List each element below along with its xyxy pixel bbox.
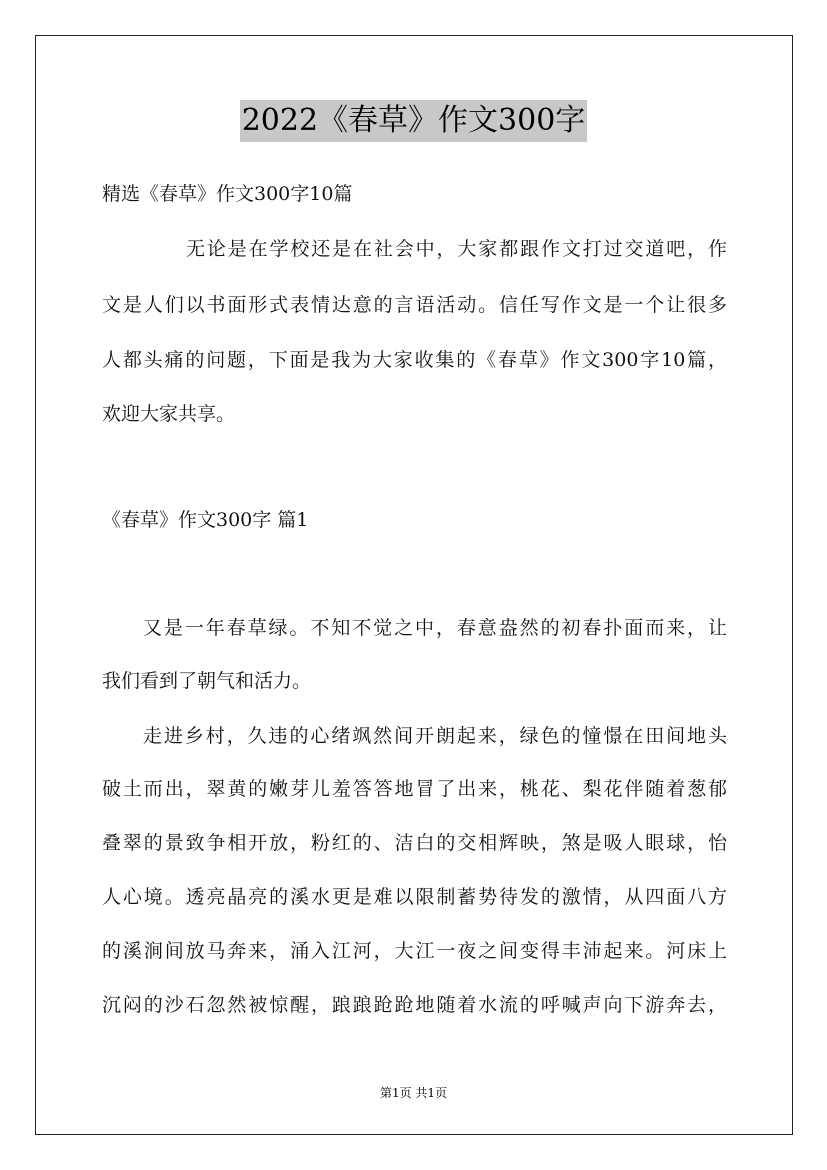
intro-line-4: 欢迎大家共享。	[102, 403, 236, 425]
para1-line-1: 又是一年春草绿。不知不觉之中，春意盎然的初春扑面而来，让	[143, 617, 727, 639]
para2-line-3: 叠翠的景致争相开放，粉红的、洁白的交相辉映，煞是吸人眼球，怡	[102, 832, 727, 854]
intro-line-2: 文是人们以书面形式表情达意的言语活动。信任写作文是一个让很多	[102, 294, 727, 316]
para2-line-5: 的溪涧间放马奔来，涌入江河，大江一夜之间变得丰沛起来。河床上	[102, 940, 727, 962]
title-container	[0, 100, 827, 142]
intro-line-1: 无论是在学校还是在社会中，大家都跟作文打过交道吧，作	[186, 238, 727, 260]
section-heading: 《春草》作文300字 篇1	[102, 509, 309, 531]
para2-line-4: 人心境。透亮晶亮的溪水更是难以限制蓄势待发的激情，从四面八方	[102, 886, 727, 908]
page-footer: 第1页 共1页	[379, 1086, 448, 1100]
para2-line-1: 走进乡村，久违的心绪飒然间开朗起来，绿色的憧憬在田间地头	[143, 725, 727, 747]
document-title: 2022《春草》作文300字	[240, 100, 588, 142]
para2-line-6: 沉闷的沙石忽然被惊醒，踉踉跄跄地随着水流的呼喊声向下游奔去，	[102, 994, 727, 1016]
subtitle: 精选《春草》作文300字10篇	[102, 183, 353, 205]
para1-line-2: 我们看到了朝气和活力。	[102, 670, 312, 692]
intro-line-3: 人都头痛的问题，下面是我为大家收集的《春草》作文300字10篇，	[102, 349, 727, 371]
para2-line-2: 破土而出，翠黄的嫩芽儿羞答答地冒了出来，桃花、梨花伴随着葱郁	[102, 778, 727, 800]
